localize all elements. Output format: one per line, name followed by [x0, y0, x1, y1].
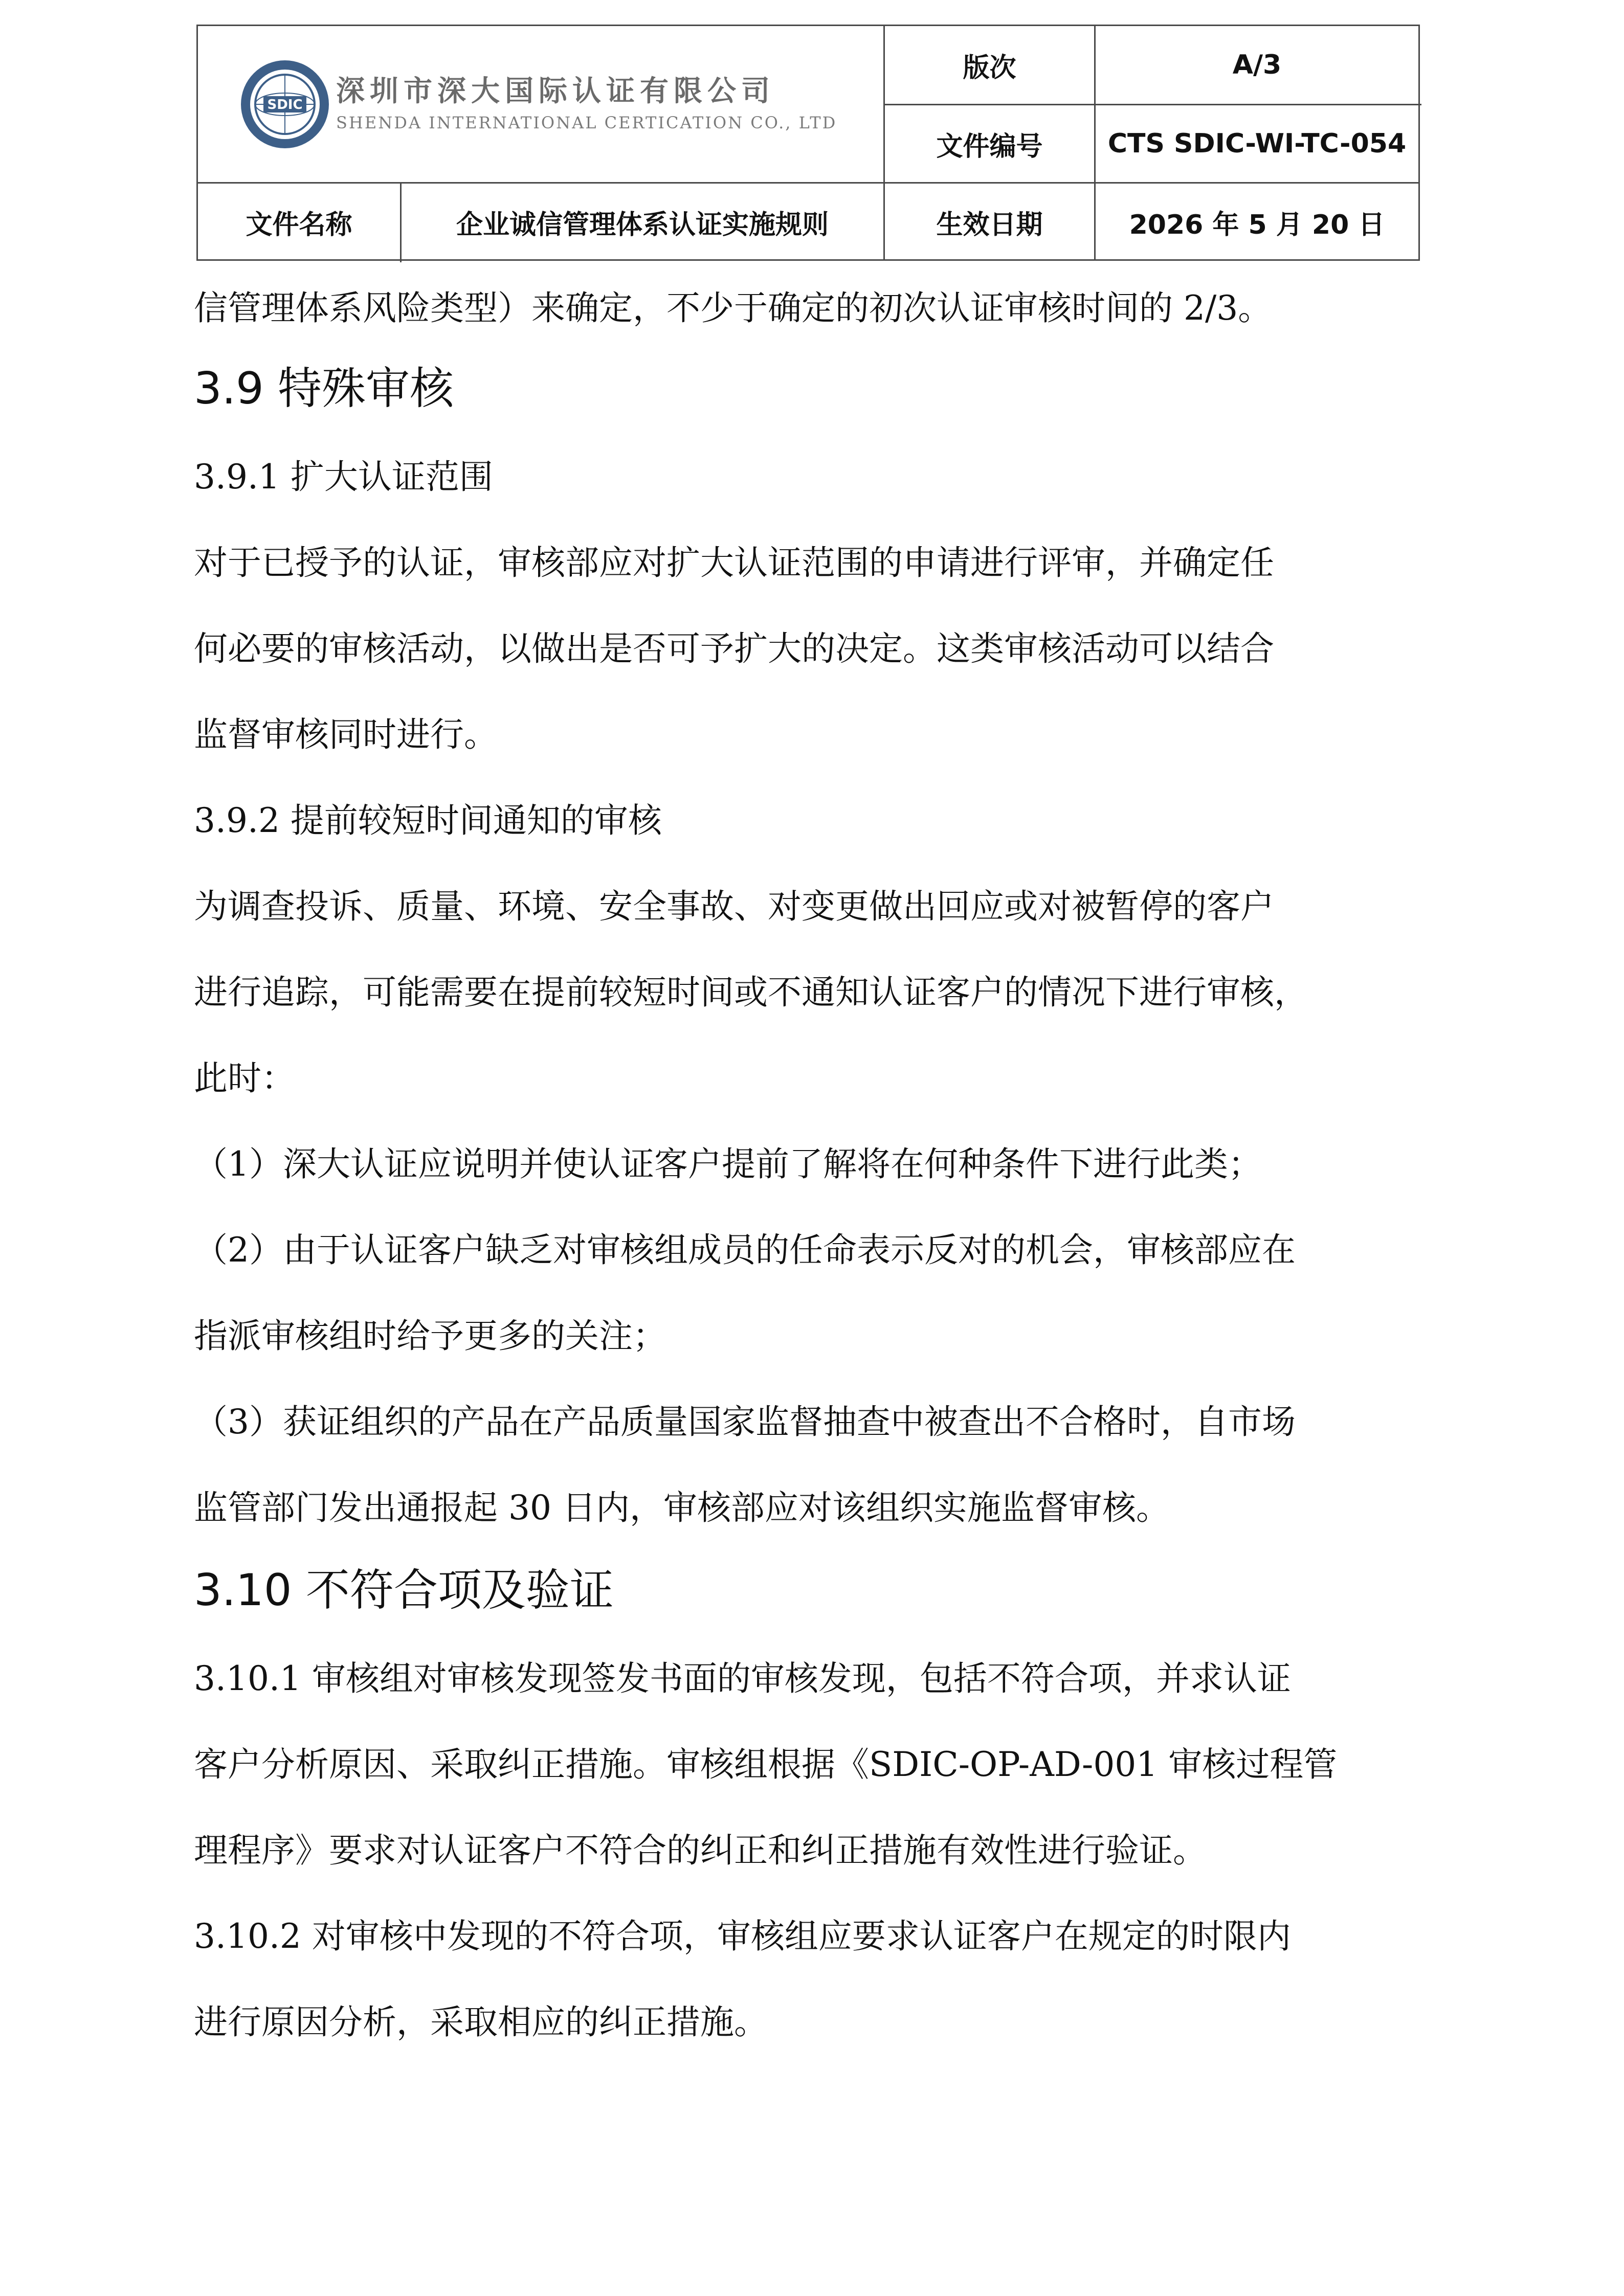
list-item-3-cont: 监管部门发出通报起 30 日内，审核部应对该组织实施监督审核。 [194, 1488, 1170, 1527]
subsection-title-3-9-2: 3.9.2 提前较短时间通知的审核 [194, 801, 662, 840]
subsection-title-3-9-1: 3.9.1 扩大认证范围 [194, 457, 493, 497]
company-logo [239, 54, 853, 156]
sdic-seal-icon [239, 58, 331, 150]
paragraph-line: 3.10.1 审核组对审核发现签发书面的审核发现，包括不符合项，并求认证 [194, 1659, 1291, 1698]
paragraph-line: 何必要的审核活动，以做出是否可予扩大的决定。这类审核活动可以结合 [194, 629, 1274, 668]
paragraph-line: 客户分析原因、采取纠正措施。审核组根据《SDIC-OP-AD-001 审核过程管 [194, 1745, 1338, 1784]
list-item-2: （2）由于认证客户缺乏对审核组成员的任命表示反对的机会，审核部应在 [194, 1230, 1296, 1270]
company-name-cn: 深圳市深大国际认证有限公司 [336, 75, 775, 108]
paragraph-line: 为调查投诉、质量、环境、安全事故、对变更做出回应或对被暂停的客户 [194, 887, 1274, 926]
docno-value: CTS SDIC-WI-TC-054 [1107, 128, 1407, 159]
paragraph-line: 理程序》要求对认证客户不符合的纠正和纠正措施有效性进行验证。 [194, 1831, 1207, 1870]
paragraph-line: 对于已授予的认证，审核部应对扩大认证范围的申请进行评审，并确定任 [194, 543, 1274, 582]
paragraph-line: 3.10.2 对审核中发现的不符合项，审核组应要求认证客户在规定的时限内 [194, 1917, 1291, 1956]
docno-label: 文件编号 [936, 131, 1043, 162]
version-value: A/3 [1232, 50, 1282, 80]
section-heading-3-10: 3.10 不符合项及验证 [194, 1565, 614, 1616]
paragraph-line: 进行原因分析，采取相应的纠正措施。 [194, 2002, 768, 2042]
date-label: 生效日期 [936, 209, 1043, 240]
section-heading-3-9: 3.9 特殊审核 [194, 363, 454, 414]
document-header-table [196, 25, 1420, 261]
version-label: 版次 [963, 52, 1016, 83]
paragraph-line: 进行追踪，可能需要在提前较短时间或不通知认证客户的情况下进行审核， [194, 973, 1308, 1012]
paragraph-line: 监督审核同时进行。 [194, 715, 498, 754]
paragraph-line: 此时： [194, 1059, 295, 1098]
list-item-2-cont: 指派审核组时给予更多的关注； [194, 1316, 666, 1356]
docname-label: 文件名称 [246, 209, 352, 240]
company-name-en: SHENDA INTERNATIONAL CERTICATION CO., LTD [336, 113, 837, 132]
date-value: 2026 年 5 月 20 日 [1129, 209, 1385, 240]
docname-value: 企业诚信管理体系认证实施规则 [456, 209, 829, 240]
paragraph-line: 信管理体系风险类型）来确定，不少于确定的初次认证审核时间的 2/3。 [194, 288, 1272, 328]
logo-text: SDIC [267, 97, 303, 112]
list-item-1: （1）深大认证应说明并使认证客户提前了解将在何种条件下进行此类； [194, 1144, 1262, 1184]
list-item-3: （3）获证组织的产品在产品质量国家监督抽查中被查出不合格时，自市场 [194, 1402, 1296, 1442]
